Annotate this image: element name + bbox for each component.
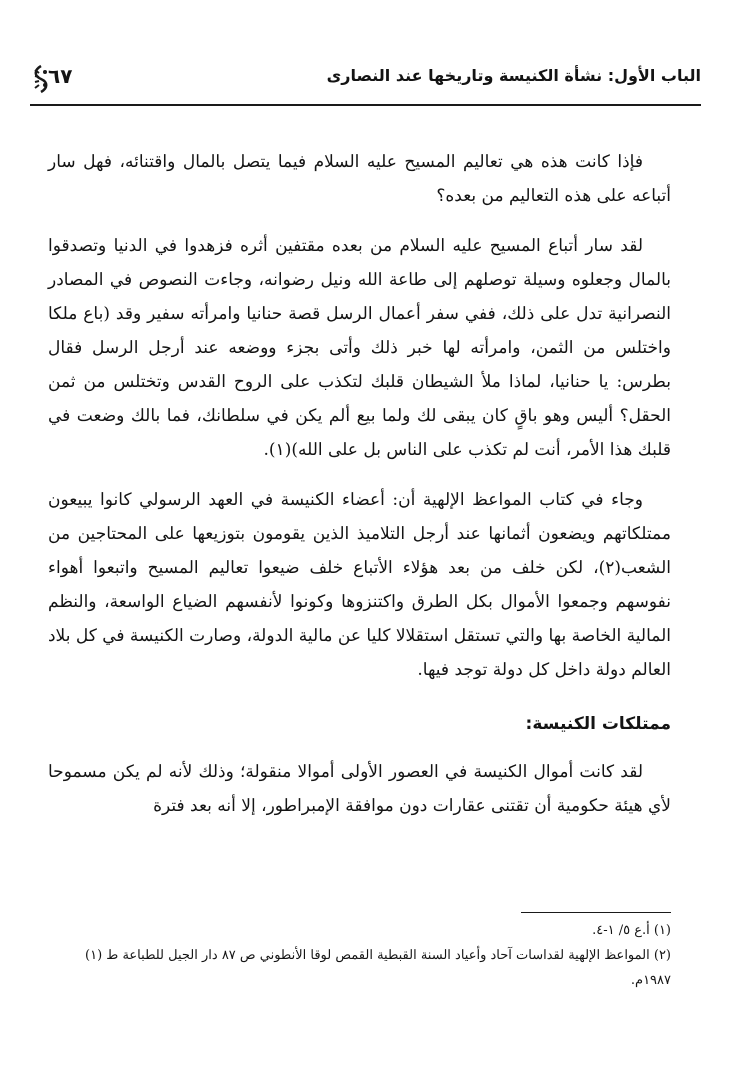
page-number: ٦٧ (48, 64, 73, 88)
running-title: الباب الأول: نشأة الكنيسة وتاريخها عند النصارى (326, 66, 701, 85)
paragraph: لقد سار أتباع المسيح عليه السلام من بعده مقتفين أثره فزهدوا في الدنيا وتصدقوا بالمال وجعلوه وسيلة توصلهم إلى طاعة الله ونيل رضوانه، وجاءت النصوص في المصادر النصرانية تدل على ذلك، ففي سفر أعمال الرسل قصة حنانيا وامرأته سفير وقد (باع ملكا واختلس من الثمن، وامرأته لها خبر ذلك وأتى بجزء ووضعه عند أرجل الرسل فقال بطرس: يا حنانيا، لماذا ملأ الشيطان قلبك لتكذب على الروح القدس وتختلس من ثمن الحقل؟ أليس وهو باقٍ كان يبقى لك ولما بيع ألم يكن في سلطانك، فما بالك وضعت في قلبك هذا الأمر، أنت لم تكذب على الناس بل على الله)(١). (48, 236, 671, 460)
footnote: (٢) المواعظ الإلهية لقداسات آحاد وأعياد السنة القبطية القمص لوقا الأنطوني ص ٨٧ دار الجيل للطباعة ط (١) ١٩٨٧م. (85, 948, 671, 988)
paragraph: وجاء في كتاب المواعظ الإلهية أن: أعضاء الكنيسة في العهد الرسولي كانوا يبيعون ممتلكاتهم ويضعون أثمانها عند أرجل التلاميذ الذين يقومون بتوزيعها على المحتاجين من الشعب(٢)، لكن خلف من بعد هؤلاء الأتباع خلف ضيعوا تعاليم المسيح واتبعوا أهواء نفوسهم وجمعوا الأموال بكل الطرق واكتنزوها وكونوا لأنفسهم الضياع الواسعة، والنظم المالية الخاصة بها والتي تستقل استقلالا كليا عن مالية الدولة، وصارت الكنيسة في كل بلاد العالم دولة داخل كل دولة توجد فيها. (47, 490, 671, 680)
section-heading: ممتلكات الكنيسة: (525, 714, 671, 734)
paragraph: فإذا كانت هذه هي تعاليم المسيح عليه السلام فيما يتصل بالمال واقتنائه، فهل سار أتباعه على هذه التعاليم من بعده؟ (48, 152, 671, 206)
paragraph: لقد كانت أموال الكنيسة في العصور الأولى أموالا منقولة؛ وذلك لأنه لم يكن مسموحا لأي هيئة حكومية أن تقتنى عقارات دون موافقة الإمبراطور، إلا أنه بعد فترة (48, 762, 671, 816)
footnote: (١) أ.ع ٥/ ١-٤. (592, 923, 671, 938)
page-header (30, 60, 701, 106)
page-number-badge (30, 62, 88, 96)
footnote-divider (521, 912, 671, 913)
main-text (48, 145, 671, 839)
footnotes (48, 918, 671, 993)
